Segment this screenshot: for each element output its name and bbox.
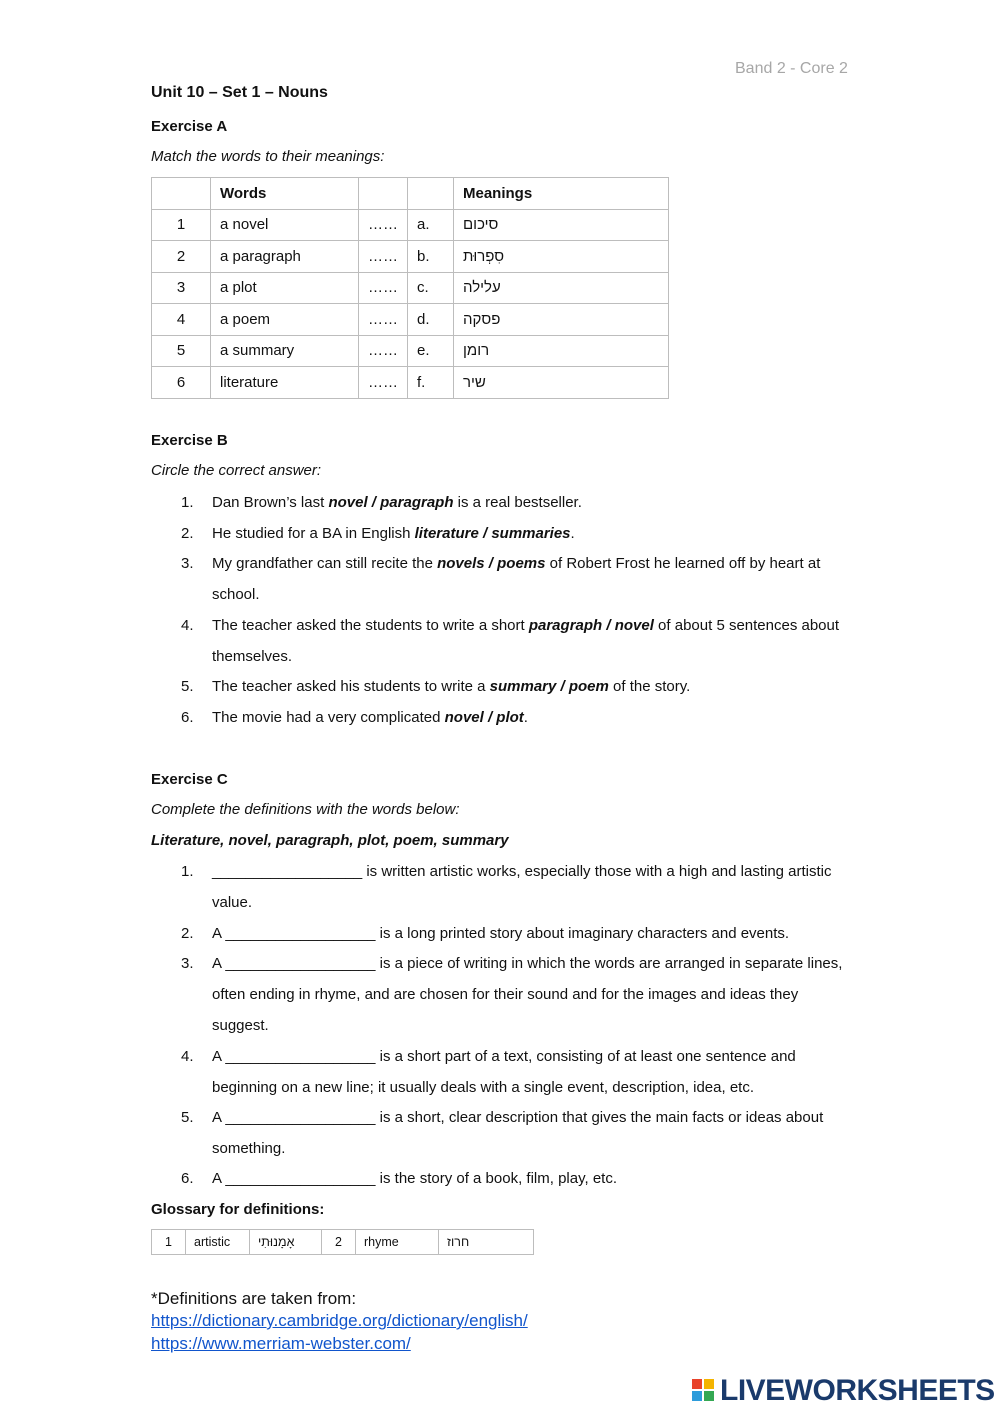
- item-text-end: of about 5 sentences about themselves.: [212, 617, 840, 665]
- definition-text: A __________________ is a short, clear description that gives the main facts or ideas about something.: [212, 1109, 824, 1157]
- item-number: 3.: [181, 555, 194, 572]
- item-number: 1.: [181, 863, 194, 880]
- item-text-start: The teacher asked the students to write a short: [212, 617, 529, 634]
- table-row: [152, 335, 669, 367]
- choice-options[interactable]: novel / plot: [444, 709, 524, 726]
- answer-blank[interactable]: ……: [359, 335, 408, 367]
- choice-options[interactable]: summary / poem: [489, 678, 609, 695]
- answer-blank[interactable]: ……: [359, 304, 408, 336]
- table-row: [152, 304, 669, 336]
- row-letter: b.: [408, 241, 454, 273]
- glossary-translation: חרוז: [439, 1230, 534, 1255]
- item-text: [212, 487, 852, 518]
- item-text-end: .: [523, 709, 528, 726]
- item-text-start: Dan Brown’s last: [212, 494, 329, 511]
- glossary-number: 2: [322, 1230, 356, 1255]
- exercise-a-heading: Exercise A: [151, 118, 228, 135]
- item-text: [212, 548, 852, 610]
- header-words: Words: [211, 178, 359, 210]
- glossary-term: rhyme: [356, 1230, 439, 1255]
- item-text-start: My grandfather can still recite the: [212, 555, 438, 572]
- band-label: Band 2 - Core 2: [735, 60, 848, 77]
- item-text-start: The movie had a very complicated: [212, 709, 445, 726]
- item-text: [212, 671, 852, 702]
- cambridge-link[interactable]: https://dictionary.cambridge.org/dictionary/english/: [151, 1311, 528, 1330]
- glossary-term: artistic: [186, 1230, 250, 1255]
- table-row: [152, 209, 669, 241]
- exercise-c-instruction: Complete the definitions with the words below:: [151, 801, 460, 818]
- item-text-end: of the story.: [608, 678, 691, 695]
- header-blank-letter: [408, 178, 454, 210]
- merriam-webster-link[interactable]: https://www.merriam-webster.com/: [151, 1334, 411, 1353]
- answer-blank[interactable]: ……: [359, 272, 408, 304]
- table-row: [152, 272, 669, 304]
- row-meaning: רומן: [454, 335, 669, 367]
- glossary-translation: אָמָנוּתִי: [250, 1230, 322, 1255]
- row-meaning: פסקה: [454, 304, 669, 336]
- item-number: 6.: [181, 709, 194, 726]
- answer-blank[interactable]: ……: [359, 209, 408, 241]
- definition-text: A __________________ is a short part of a text, consisting of at least one sentence and beginning on a new line; it usually deals with a single event, description, idea, etc.: [212, 1048, 796, 1096]
- brand-mark-icon: [692, 1379, 716, 1403]
- row-word: a paragraph: [211, 241, 359, 273]
- row-number: 1: [152, 209, 211, 241]
- matching-table: [151, 177, 669, 399]
- item-number: 5.: [181, 678, 194, 695]
- table-row: [152, 367, 669, 399]
- item-text: [212, 610, 852, 672]
- definition-text: __________________ is written artistic works, especially those with a high and lasting artistic value.: [212, 863, 832, 911]
- choice-options[interactable]: novel / paragraph: [328, 494, 454, 511]
- row-word: a novel: [211, 209, 359, 241]
- table-row: [152, 1230, 534, 1255]
- matching-table-header: [152, 178, 669, 210]
- definition-text: A __________________ is the story of a book, film, play, etc.: [212, 1170, 617, 1187]
- glossary-number: 1: [152, 1230, 186, 1255]
- answer-blank[interactable]: ……: [359, 241, 408, 273]
- row-number: 2: [152, 241, 211, 273]
- row-word: a plot: [211, 272, 359, 304]
- header-blank-num: [152, 178, 211, 210]
- row-meaning: סִפְרוּת: [454, 241, 669, 273]
- table-row: [152, 241, 669, 273]
- row-letter: d.: [408, 304, 454, 336]
- row-word: a summary: [211, 335, 359, 367]
- exercise-a-instruction: Match the words to their meanings:: [151, 148, 385, 165]
- choice-options[interactable]: paragraph / novel: [528, 617, 654, 634]
- word-bank: Literature, novel, paragraph, plot, poem, summary: [151, 832, 509, 849]
- row-letter: a.: [408, 209, 454, 241]
- glossary-heading: Glossary for definitions:: [151, 1201, 325, 1218]
- row-letter: f.: [408, 367, 454, 399]
- exercise-c-heading: Exercise C: [151, 771, 228, 788]
- definition-text: A __________________ is a piece of writing in which the words are arranged in separate lines, often ending in rhyme, and are chosen for their sound and for the images and ideas they suggest.: [212, 955, 843, 1034]
- exercise-b-instruction: Circle the correct answer:: [151, 462, 322, 479]
- sources-intro: *Definitions are taken from:: [151, 1289, 357, 1308]
- page-title: Unit 10 – Set 1 – Nouns: [151, 84, 328, 101]
- row-number: 5: [152, 335, 211, 367]
- row-letter: c.: [408, 272, 454, 304]
- item-text-start: The teacher asked his students to write a: [212, 678, 490, 695]
- row-word: a poem: [211, 304, 359, 336]
- item-text: [212, 702, 852, 733]
- row-number: 3: [152, 272, 211, 304]
- header-blank-dots: [359, 178, 408, 210]
- item-number: 4.: [181, 617, 194, 634]
- glossary-table: [151, 1229, 534, 1255]
- item-number: 1.: [181, 494, 194, 511]
- row-meaning: שיר: [454, 367, 669, 399]
- item-text-end: .: [570, 525, 575, 542]
- item-number: 2.: [181, 525, 194, 542]
- answer-blank[interactable]: ……: [359, 367, 408, 399]
- row-letter: e.: [408, 335, 454, 367]
- header-meanings: Meanings: [454, 178, 669, 210]
- row-meaning: סיכום: [454, 209, 669, 241]
- item-number: 5.: [181, 1109, 194, 1126]
- item-number: 4.: [181, 1048, 194, 1065]
- definition-text: A __________________ is a long printed story about imaginary characters and events.: [212, 925, 790, 942]
- item-text-start: He studied for a BA in English: [212, 525, 415, 542]
- brand-name: LIVEWORKSHEETS: [720, 1374, 995, 1407]
- choice-options[interactable]: literature / summaries: [414, 525, 571, 542]
- row-meaning: עלילה: [454, 272, 669, 304]
- item-text: [212, 518, 852, 549]
- choice-options[interactable]: novels / poems: [437, 555, 546, 572]
- row-number: 4: [152, 304, 211, 336]
- liveworksheets-logo: [692, 1374, 995, 1408]
- item-text-end: of Robert Frost he learned off by heart at school.: [212, 555, 821, 603]
- exercise-b-heading: Exercise B: [151, 432, 228, 449]
- row-word: literature: [211, 367, 359, 399]
- item-text-end: is a real bestseller.: [453, 494, 582, 511]
- item-number: 6.: [181, 1170, 194, 1187]
- item-number: 2.: [181, 925, 194, 942]
- row-number: 6: [152, 367, 211, 399]
- item-number: 3.: [181, 955, 194, 972]
